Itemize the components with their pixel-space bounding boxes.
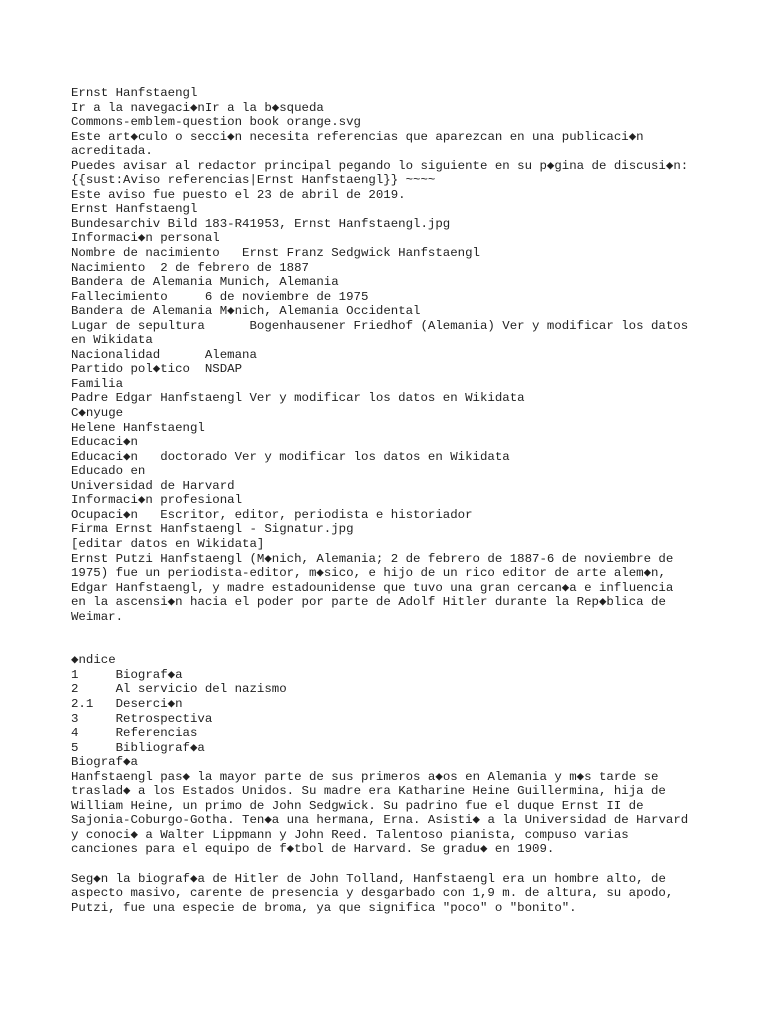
intro-paragraph-line: Ernst Putzi Hanfstaengl (M◆nich, Alemania; 2 de febrero de 1887-6 de noviembre de xyxy=(71,551,674,566)
notice-text-line: Puedes avisar al redactor principal pegando lo siguiente en su p◆gina de discusi◆n: xyxy=(71,158,689,173)
infobox-row: Bandera de Alemania Munich, Alemania xyxy=(71,275,339,290)
toc-heading: ◆ndice xyxy=(71,653,116,668)
biography-paragraph-line: Hanfstaengl pas◆ la mayor parte de sus primeros a◆os en Alemania y m◆s tarde se xyxy=(71,769,659,784)
spacer xyxy=(71,639,711,654)
infobox-row: Padre Edgar Hanfstaengl Ver y modificar los datos en Wikidata xyxy=(71,391,525,406)
infobox-row: en Wikidata xyxy=(71,333,153,348)
infobox-row: Fallecimiento 6 de noviembre de 1975 xyxy=(71,289,369,304)
edit-wikidata-link[interactable]: [editar datos en Wikidata] xyxy=(71,536,265,551)
notice-text-line: acreditada. xyxy=(71,144,153,159)
infobox-row: Nombre de nacimiento Ernst Franz Sedgwick Hanfstaengl xyxy=(71,246,480,261)
intro-paragraph-line: Edgar Hanfstaengl, y madre estadounidense que tuvo una gran cercan◆a e influencia xyxy=(71,580,674,595)
infobox-row: Nacimiento 2 de febrero de 1887 xyxy=(71,260,309,275)
biography-paragraph-line: y conoci◆ a Walter Lippmann y John Reed. Talentoso pianista, compuso varias xyxy=(71,827,629,842)
infobox-row: C◆nyuge xyxy=(71,406,124,421)
infobox-row: Ocupaci◆n Escritor, editor, periodista e historiador xyxy=(71,507,473,522)
biography-paragraph-line: William Heine, un primo de John Sedgwick. Su padrino fue el duque Ernst II de xyxy=(71,798,644,813)
notice-date: Este aviso fue puesto el 23 de abril de 2019. xyxy=(71,187,406,202)
toc-item-desercion[interactable]: 2.1 Deserci◆n xyxy=(71,696,183,711)
infobox-title: Ernst Hanfstaengl xyxy=(71,202,198,217)
infobox-row: Lugar de sepultura Bogenhausener Friedhof (Alemania) Ver y modificar los datos xyxy=(71,318,689,333)
toc-item-bibliografia[interactable]: 5 Bibliograf◆a xyxy=(71,740,205,755)
document-page xyxy=(71,86,711,915)
notice-image-name: Commons-emblem-question book orange.svg xyxy=(71,115,361,130)
header-section xyxy=(71,86,711,624)
intro-paragraph-line: 1975) fue un periodista-editor, m◆sico, e hijo de un rico editor de arte alem◆n, xyxy=(71,566,666,581)
infobox-row: Helene Hanfstaengl xyxy=(71,420,205,435)
toc-item-retrospectiva[interactable]: 3 Retrospectiva xyxy=(71,711,213,726)
infobox-row: Educado en xyxy=(71,464,146,479)
table-of-contents xyxy=(71,653,711,755)
infobox-section-heading: Informaci◆n profesional xyxy=(71,493,243,508)
infobox-row: Nacionalidad Alemana xyxy=(71,347,257,362)
navigation-links[interactable]: Ir a la navegaci◆nIr a la b◆squeda xyxy=(71,100,324,115)
biography-section xyxy=(71,755,711,857)
spacer xyxy=(71,624,711,639)
notice-template-code: {{sust:Aviso referencias|Ernst Hanfstaengl}} ~~~~ xyxy=(71,173,436,188)
tolland-paragraph xyxy=(71,872,711,916)
infobox-section-heading: Informaci◆n personal xyxy=(71,231,220,246)
paragraph-line: Seg◆n la biograf◆a de Hitler de John Tolland, Hanfstaengl era un hombre alto, de xyxy=(71,871,666,886)
intro-paragraph-line: en la ascensi◆n hacia el poder por parte de Adolf Hitler durante la Rep◆blica de xyxy=(71,595,666,610)
paragraph-line: aspecto masivo, carente de presencia y desgarbado con 1,9 m. de altura, su apodo, xyxy=(71,886,674,901)
infobox-row: Partido pol◆tico NSDAP xyxy=(71,362,243,377)
biography-paragraph-line: canciones para el equipo de f◆tbol de Harvard. Se gradu◆ en 1909. xyxy=(71,842,555,857)
infobox-row: Educaci◆n doctorado Ver y modificar los datos en Wikidata xyxy=(71,449,510,464)
section-heading: Biograf◆a xyxy=(71,755,138,770)
article-title: Ernst Hanfstaengl xyxy=(71,86,198,100)
infobox-section-heading: Educaci◆n xyxy=(71,435,138,450)
infobox-row: Universidad de Harvard xyxy=(71,478,235,493)
infobox-row: Firma Ernst Hanfstaengl - Signatur.jpg xyxy=(71,522,354,537)
paragraph-line: Putzi, fue una especie de broma, ya que significa "poco" o "bonito". xyxy=(71,900,577,915)
infobox-image-name: Bundesarchiv Bild 183-R41953, Ernst Hanfstaengl.jpg xyxy=(71,216,451,231)
infobox-row: Bandera de Alemania M◆nich, Alemania Occidental xyxy=(71,304,421,319)
toc-item-nazismo[interactable]: 2 Al servicio del nazismo xyxy=(71,682,287,697)
notice-text-line: Este art◆culo o secci◆n necesita referencias que aparezcan en una publicaci◆n xyxy=(71,129,644,144)
toc-item-referencias[interactable]: 4 Referencias xyxy=(71,726,198,741)
biography-paragraph-line: traslad◆ a los Estados Unidos. Su madre era Katharine Heine Guillermina, hija de xyxy=(71,784,666,799)
biography-paragraph-line: Sajonia-Coburgo-Gotha. Ten◆a una hermana, Erna. Asisti◆ a la Universidad de Harvard xyxy=(71,813,689,828)
toc-item-biografia[interactable]: 1 Biograf◆a xyxy=(71,667,183,682)
infobox-section-heading: Familia xyxy=(71,376,124,391)
spacer xyxy=(71,857,711,872)
intro-paragraph-line: Weimar. xyxy=(71,609,124,624)
